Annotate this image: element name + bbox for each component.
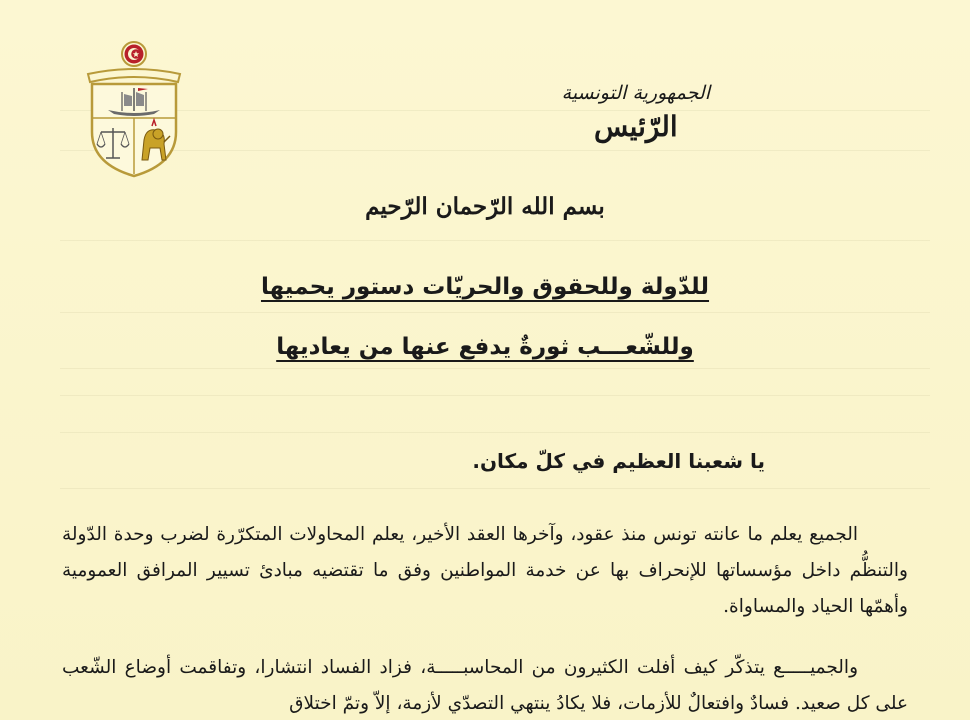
body-paragraph: الجميع يعلم ما عانته تونس منذ عقود، وآخرها العقد الأخير، يعلم المحاولات المتكرّرة لضرب وحدة الدّولة والتنظُّم داخل مؤسساتها للإنحراف بها عن خدمة المواطنين وفق ما تقتضيه مبادئ تسيير المرافق العمومية وأهمّها الحياد والمساواة. — [62, 524, 908, 617]
show-through-line — [60, 150, 930, 151]
show-through-line — [60, 488, 930, 489]
motto-line-2: وللشّعـــب ثورةٌ يدفع عنها من يعاديها — [276, 334, 694, 360]
letterhead — [562, 82, 710, 143]
show-through-line — [60, 432, 930, 433]
show-through-line — [60, 395, 930, 396]
motto-line-1: للدّولة وللحقوق والحريّات دستور يحميها — [260, 274, 710, 300]
show-through-line — [60, 240, 930, 241]
president-title: الرّئيس — [593, 110, 678, 143]
salutation: يا شعبنا العظيم في كلّ مكان. — [472, 449, 765, 473]
republic-title: الجمهورية التونسية — [561, 82, 710, 104]
basmala: بسم الله الرّحمان الرّحيم — [365, 193, 605, 220]
tunisia-coat-of-arms-icon — [78, 40, 190, 180]
show-through-line — [60, 312, 930, 313]
show-through-line — [60, 110, 930, 111]
show-through-line — [60, 368, 930, 369]
body-paragraph: والجميـــــع يتذكّر كيف أفلت الكثيرون من المحاسبـــــة، فزاد الفساد انتشارا، وتفاقمت أوضاع الشّعب على كل صعيد. فسادٌ وافتعالٌ للأزمات، فلا يكادُ ينتهي التصدّي لأزمة، إلاّ وتمّ اختلاق — [62, 657, 908, 714]
